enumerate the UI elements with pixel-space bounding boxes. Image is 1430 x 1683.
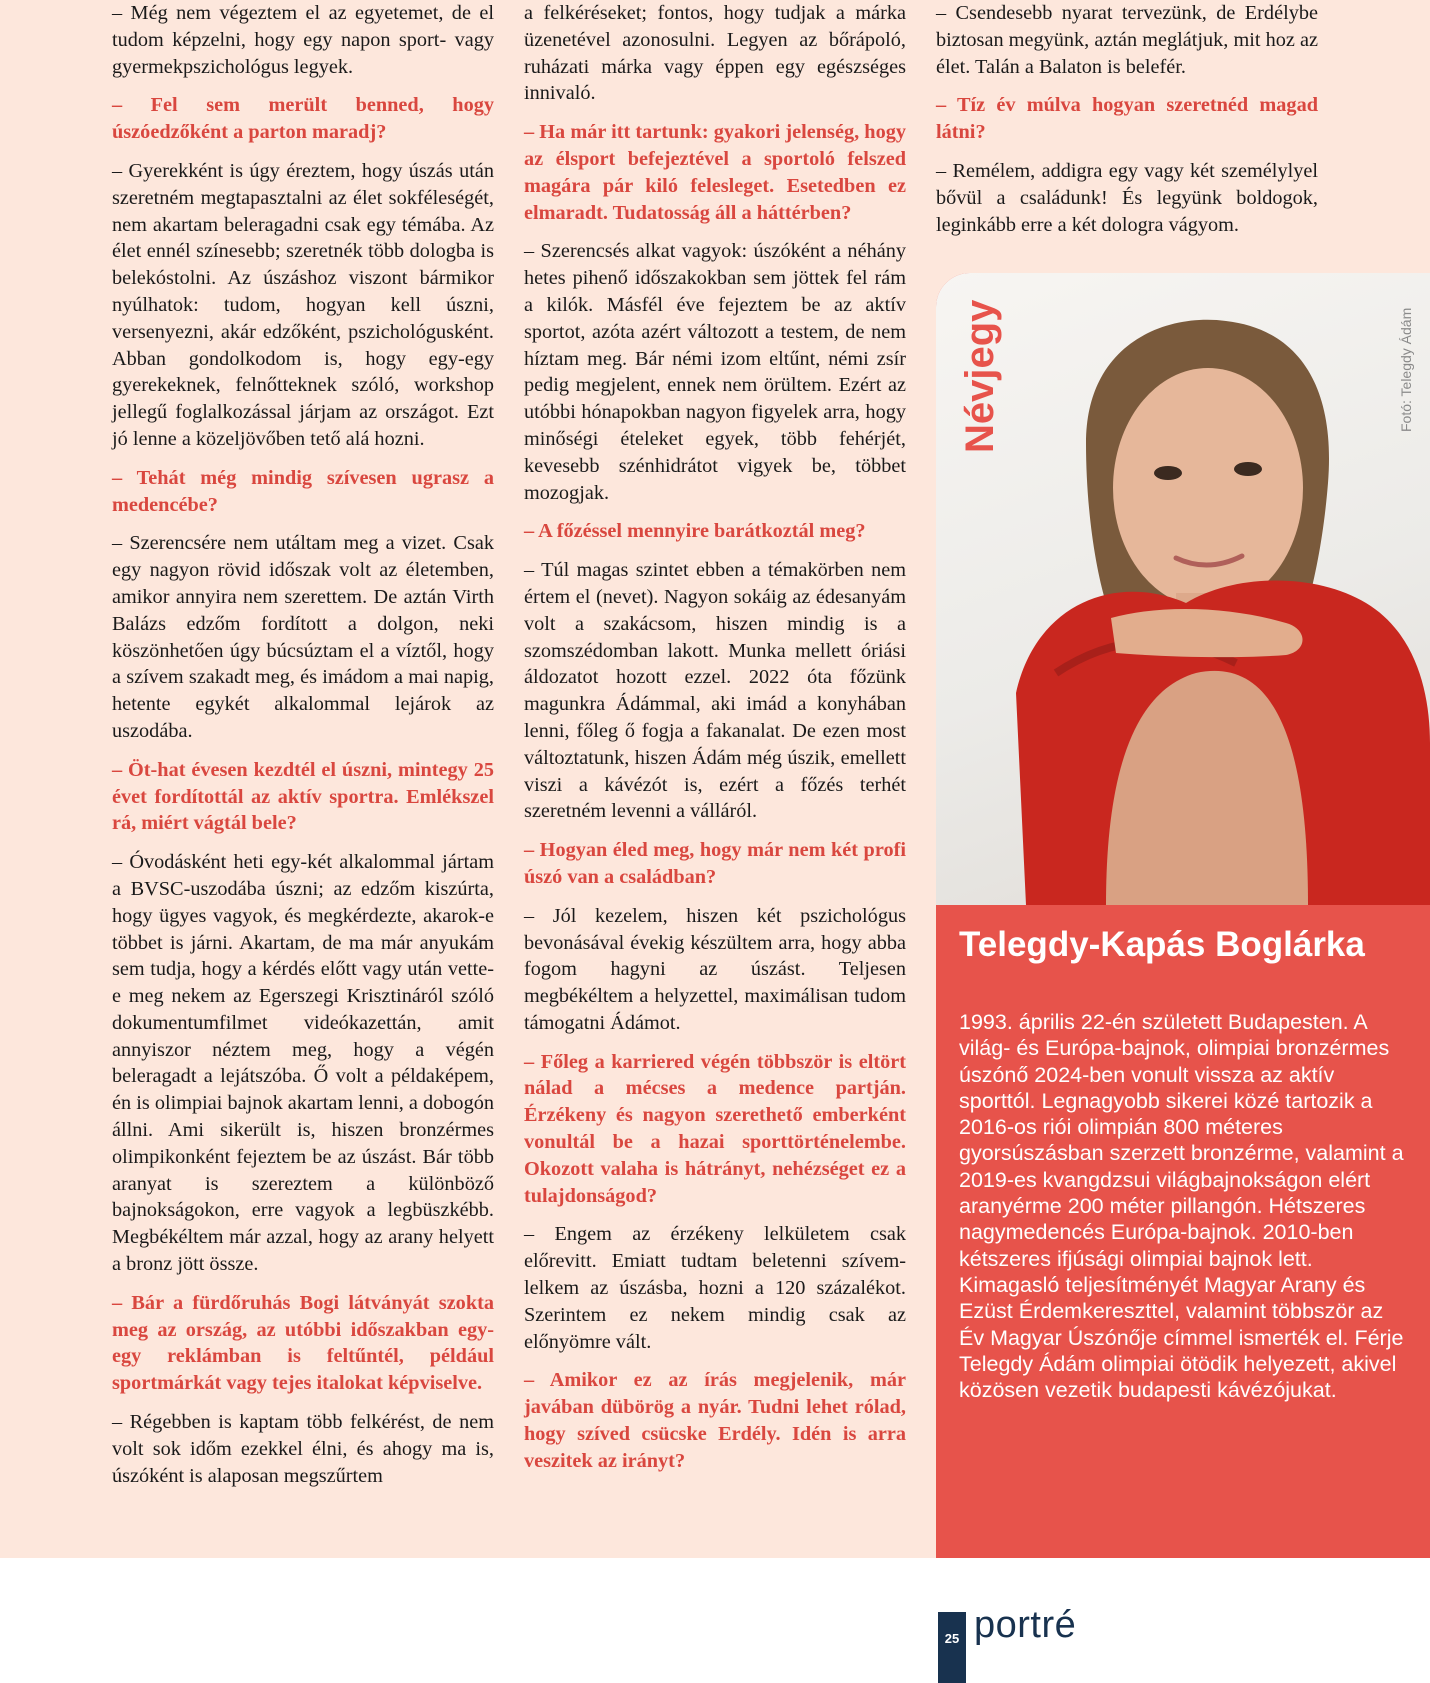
interview-answer: – Szerencsés alkat vagyok: úszóként a néhány hetes pihenő időszakokban sem jöttek fel rám a kilók. Másfél éve fejeztem be az aktív sportot, azóta azért változott a testem, de nem híztam meg. Bár némi izom eltűnt, némi zsír pedig megjelent, ennek nem örültem. Ezért az utóbbi hónapokban nagyon figyelek arra, hogy minőségi ételeket egyek, több fehérjét, kevesebb szénhidrátot vigyek be, többet mozogjak. [524, 240, 906, 504]
photo-credit: Fotó: Telegdy Ádám [1398, 307, 1414, 432]
section-label: portré [974, 1604, 1077, 1646]
interview-answer: – Még nem végeztem el az egyetemet, de el tudom képzelni, hogy egy napon sport- vagy gyermekpszichológus legyek. [112, 2, 494, 78]
interview-answer: – Jól kezelem, hiszen két pszichológus bevonásával évekig készültem arra, hogy abba fogom hagyni az úszást. Teljesen megbékéltem a helyzettel, maximálisan tudom támogatni Ádámot. [524, 904, 906, 1034]
page-number: 25 [944, 1631, 960, 1646]
interview-answer: a felkéréseket; fontos, hogy tudjak a márka üzenetével azonosulni. Legyen az bőrápoló, ruházati márka vagy éppen egy egészséges innivaló. [524, 2, 906, 105]
nevjegy-label: Névjegy [958, 299, 1002, 453]
interview-question: – Bár a fürdőruhás Bogi látványát szokta meg az ország, az utóbbi időszakban egy-egy reklámban is feltűntél, például sportmárkát vagy tejes italokat képviselve. [112, 1291, 494, 1395]
interview-question: – Tíz év múlva hogyan szeretnéd magad látni? [936, 94, 1318, 144]
interview-answer: – Gyerekként is úgy éreztem, hogy úszás után szeretném megtapasztalni az élet sokféleségét, nem akartam beleragadni csak egy témába. Az élet ennél színesebb; szeretnék több dologba is belekóstolni. Az úszáshoz viszont bármikor nyúlhatok: tudom, hogyan kell úszni, versenyezni, akár edzőként, pszichológusként. Abban gondolkodom is, hogy egy-egy gyerekeknek, felnőtteknek szóló, workshop jellegű foglalkozással járjam az országot. Ezt jó lenne a közeljövőben tető alá hozni. [112, 159, 494, 450]
profile-name: Telegdy-Kapás Boglárka [959, 925, 1365, 964]
interview-question: – Ha már itt tartunk: gyakori jelenség, hogy az élsport befejeztével a sportoló felszed magára pár kiló felesleget. Esetedben ez elmaradt. Tudatosság áll a háttérben? [524, 121, 906, 224]
interview-answer: – Óvodásként heti egy-két alkalommal jártam a BVSC-uszodába úszni; az edzőm kiszúrta, hogy ügyes vagyok, és megkérdezte, akarok-e többet is járni. Akartam, de ma már anyukám sem tudja, hogy a kérdés előtt vagy után vette-e meg nekem az Egerszegi Krisztináról szóló dokumentumfilmet videókazettán, amit annyiszor néztem meg, hogy a végén beleragadt a lejátszóba. Ő volt a példaképem, én is olimpiai bajnok akartam lenni, a dobogón állni. Ami sikerült is, hiszen bronzérmes olimpikonként fejeztem be az úszást. Bár több aranyat is szereztem a különböző bajnokságokon, erre vagyok a legbüszkébb. Megbékéltem már azzal, hogy az arany helyett a bronz jött össze. [112, 851, 494, 1276]
profile-card [936, 273, 1430, 1558]
interview-question: – Öt-hat évesen kezdtél el úszni, mintegy 25 évet fordítottál az aktív sportra. Emlékszel rá, miért vágtál bele? [112, 758, 494, 835]
interview-question: – Főleg a karriered végén többször is eltört nálad a mécses a medence partján. Érzékeny és nagyon szerethető emberként vonultál be a hazai sporttörténelembe. Okozott valaha is hátrányt, nehézséget ez a tulajdonságod? [524, 1050, 906, 1207]
interview-answer: – Csendesebb nyarat tervezünk, de Erdélybe biztosan megyünk, aztán meglátjuk, mit hoz az élet. Talán a Balaton is belefér. [936, 2, 1318, 78]
interview-question: – Amikor ez az írás megjelenik, már javában dübörög a nyár. Tudni lehet rólad, hogy szíved csücske Erdély. Idén is arra veszitek az irányt? [524, 1369, 906, 1472]
profile-bio: 1993. április 22-én született Budapesten. A világ- és Európa-bajnok, olimpiai bronzérmes úszónő 2024-ben vonult vissza az aktív sporttól. Legnagyobb sikerei közé tartozik a 2016-os riói olimpián 800 méteres gyorsúszásban szerzett bronzérme, valamint a 2019-es kvangdzsui világbajnokságon elért aranyérme 200 méter pillangón. Hétszeres nagymedencés Európa-bajnok. 2010-ben kétszeres ifjúsági olimpiai bajnok lett. Kimagasló teljesítményét Magyar Arany és Ezüst Érdemkereszttel, valamint többször az Év Magyar Úszónője címmel ismerték el. Férje Telegdy Ádám olimpiai ötödik helyezett, akivel közösen vezetik budapesti kávézójukat. [959, 1010, 1404, 1403]
article-column-2 [524, 0, 906, 1487]
interview-question: – Fel sem merült benned, hogy úszóedzőként a parton maradj? [112, 94, 494, 144]
interview-answer: – Engem az érzékeny lelkületem csak előrevitt. Emiatt tudtam beletenni szívem-lelkem az úszásba, hozni a 120 százalékot. Szerintem ez nekem mindig csak az előnyömre vált. [524, 1223, 906, 1353]
article-column-3 [936, 0, 1318, 250]
portrait-photo [936, 273, 1430, 905]
interview-answer: – Remélem, addigra egy vagy két személylyel bővül a családunk! És legyünk boldogok, leginkább erre a két dologra vágyom. [936, 159, 1318, 236]
interview-answer: – Régebben is kaptam több felkérést, de nem volt sok időm ezekkel élni, és ahogy ma is, úszóként is alaposan megszűrtem [112, 1411, 494, 1487]
interview-answer: – Szerencsére nem utáltam meg a vizet. Csak egy nagyon rövid időszak volt az életemben, amikor annyira nem szerettem. De aztán Virth Balázs edzőm fordított a dolgon, neki köszönhetően úgy búcsúztam el a víztől, hogy a szívem szakadt meg, és imádom a mai napig, hetente egykét alkalommal lejárok az uszodába. [112, 532, 494, 742]
interview-question: – Tehát még mindig szívesen ugrasz a medencébe? [112, 466, 494, 516]
article-column-1 [112, 0, 494, 1501]
page-number-tab [938, 1612, 966, 1683]
portrait-illustration [936, 273, 1430, 905]
interview-question: – A főzéssel mennyire barátkoztál meg? [524, 520, 866, 543]
interview-question: – Hogyan éled meg, hogy már nem két profi úszó van a családban? [524, 839, 906, 888]
interview-answer: – Túl magas szintet ebben a témakörben nem értem el (nevet). Nagyon sokáig az édesanyám volt a szakácsom, hiszen mindig is a szomszédomban lakott. Munka mellett óriási áldozatot hozott ezzel. 2022 óta főzünk magunkra Ádámmal, aki imád a konyhában lenni, főleg ő fogja a fakanalat. De ezen most változtatunk, hiszen Ádám még úszik, emellett viszi a kávézót is, ezért a főzés terhét szeretném levenni a válláról. [524, 559, 906, 823]
